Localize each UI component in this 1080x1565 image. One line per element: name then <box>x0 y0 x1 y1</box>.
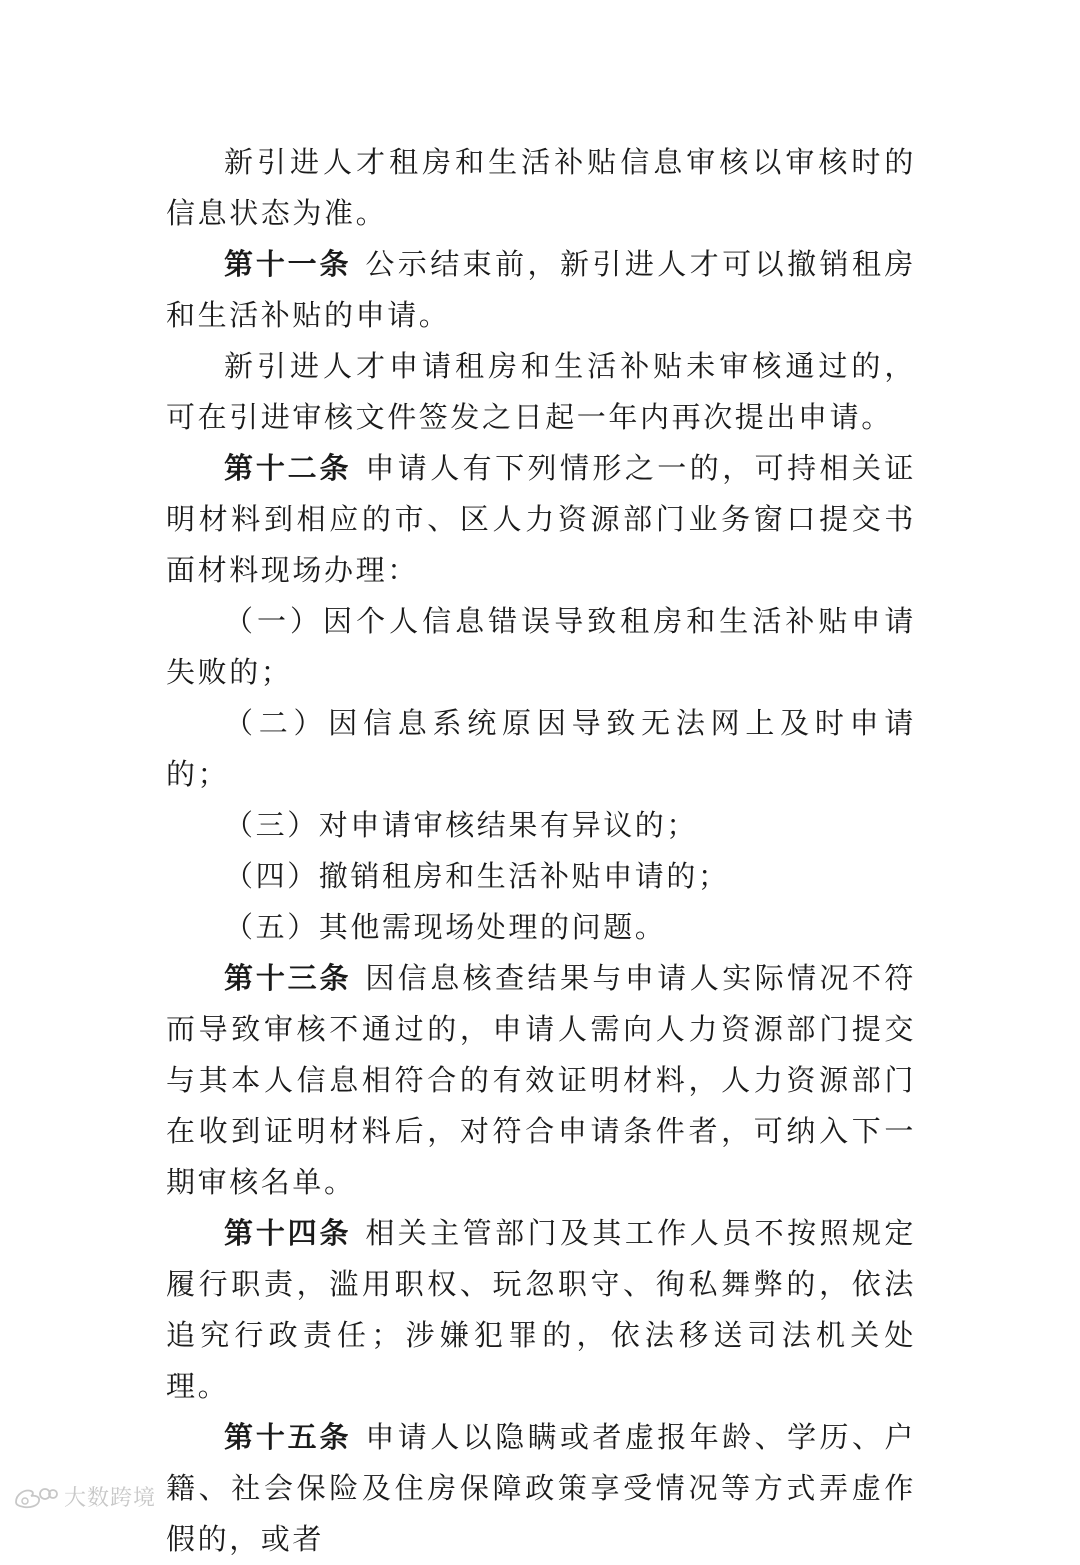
article-title: 第十三条 <box>224 961 352 995</box>
paragraph-reapply <box>166 341 916 443</box>
watermark-text: 大数跨境 <box>64 1485 157 1511</box>
article-title: 第十五条 <box>224 1420 352 1454</box>
article-title: 第十二条 <box>224 451 352 485</box>
paragraph-text: 因信息核查结果与申请人实际情况不符而导致审核不通过的，申请人需向人力资源部门提交与其本人信息相符合的有效证明材料，人力资源部门在收到证明材料后，对符合申请条件者，可纳入下一期审核名单。 <box>166 961 916 1199</box>
paragraph-text: 相关主管部门及其工作人员不按照规定履行职责，滥用职权、玩忽职守、徇私舞弊的，依法追究行政责任；涉嫌犯罪的，依法移送司法机关处理。 <box>166 1216 916 1403</box>
list-item-4 <box>166 851 916 902</box>
article-12 <box>166 443 916 596</box>
list-item-3 <box>166 800 916 851</box>
paragraph-text: 新引进人才租房和生活补贴信息审核以审核时的信息状态为准。 <box>166 145 916 230</box>
paragraph-info-status <box>166 137 916 239</box>
document-body <box>166 137 916 1565</box>
list-item-1 <box>166 596 916 698</box>
list-item-2 <box>166 698 916 800</box>
list-item-text: （三）对申请审核结果有异议的； <box>224 808 699 842</box>
article-15 <box>166 1412 916 1565</box>
watermark <box>12 1480 156 1512</box>
article-14 <box>166 1208 916 1412</box>
list-item-text: （一）因个人信息错误导致租房和生活补贴申请失败的； <box>166 604 916 689</box>
article-13 <box>166 953 916 1208</box>
list-item-text: （四）撤销租房和生活补贴申请的； <box>224 859 730 893</box>
paragraph-text: 申请人以隐瞒或者虚报年龄、学历、户籍、社会保险及住房保障政策享受情况等方式弄虚作假的，或者 <box>166 1420 916 1556</box>
article-title: 第十一条 <box>224 247 352 281</box>
article-11 <box>166 239 916 341</box>
paragraph-text: 申请人有下列情形之一的，可持相关证明材料到相应的市、区人力资源部门业务窗口提交书面材料现场办理： <box>166 451 916 587</box>
weibo-like-logo-icon <box>12 1483 58 1509</box>
paragraph-text: 公示结束前，新引进人才可以撤销租房和生活补贴的申请。 <box>166 247 916 332</box>
list-item-text: （五）其他需现场处理的问题。 <box>224 910 667 944</box>
list-item-5 <box>166 902 916 953</box>
paragraph-text: 新引进人才申请租房和生活补贴未审核通过的，可在引进审核文件签发之日起一年内再次提出申请。 <box>166 349 916 434</box>
list-item-text: （二）因信息系统原因导致无法网上及时申请的； <box>166 706 916 791</box>
article-title: 第十四条 <box>224 1216 352 1250</box>
